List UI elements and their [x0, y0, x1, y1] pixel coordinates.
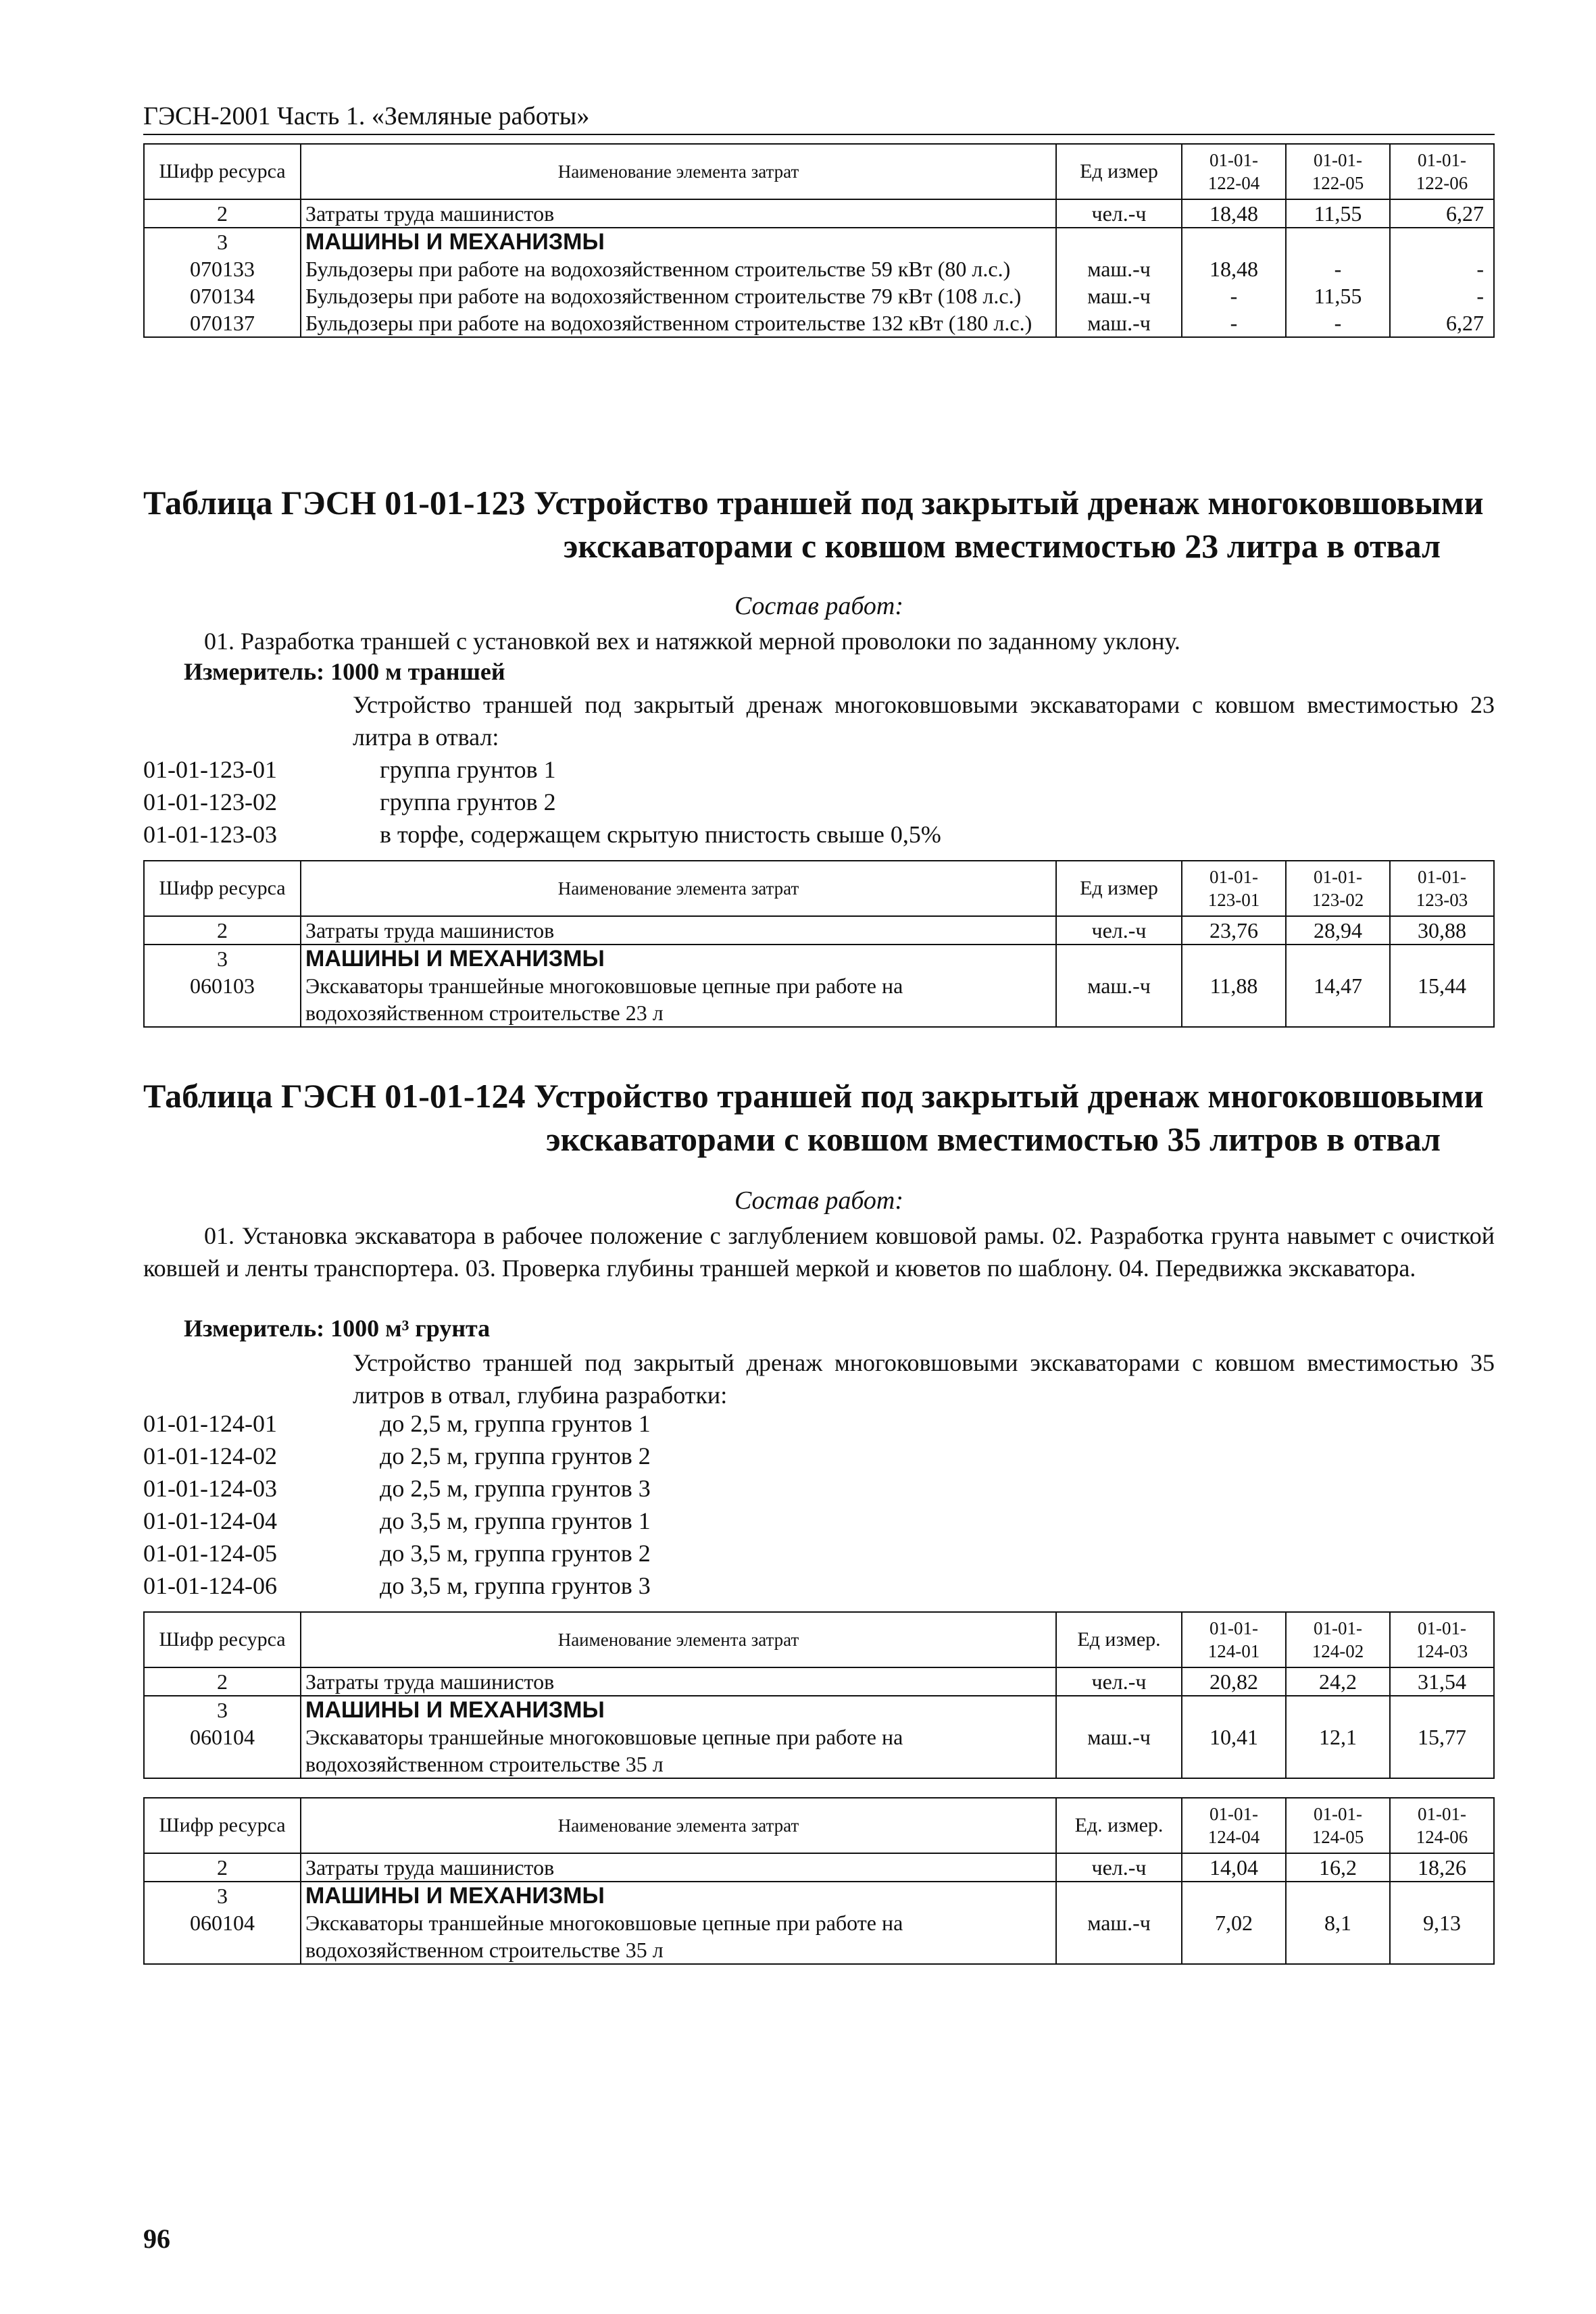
item-code: 01-01-124-03 [143, 1475, 277, 1502]
work-composition-text: 01. Разработка траншей с установкой вех и натяжкой мерной проволоки по заданному уклону. [204, 628, 1180, 655]
table-row [144, 1696, 1494, 1724]
cell-value: 14,47 [1286, 972, 1390, 1027]
header-col-1: 01-01- 123-01 [1182, 861, 1286, 916]
header-name: Наименование элемента затрат [301, 1612, 1056, 1667]
section-heading: МАШИНЫ И МЕХАНИЗМЫ [301, 1696, 1056, 1724]
cell-name: Экскаваторы траншейные многоковшовые цепные при работе на водохозяйственном строительстве 23 л [301, 972, 1056, 1027]
cell-unit: чел.-ч [1056, 1853, 1182, 1882]
item-text: до 3,5 м, группа грунтов 2 [380, 1540, 651, 1567]
list-item [143, 1440, 651, 1472]
cell-value: 7,02 [1182, 1909, 1286, 1964]
table-header-row [144, 1798, 1494, 1853]
cell-value: 8,1 [1286, 1909, 1390, 1964]
list-item [143, 1407, 651, 1440]
cell-value: 18,48 [1182, 199, 1286, 228]
cell-name: Бульдозеры при работе на водохозяйственном строительстве 132 кВт (180 л.с.) [301, 309, 1056, 337]
cell-value: 18,26 [1390, 1853, 1494, 1882]
cell-value: - [1182, 282, 1286, 309]
item-text: группа грунтов 1 [380, 756, 556, 783]
cell-code: 2 [144, 916, 301, 945]
header-code: Шифр ресурса [144, 1798, 301, 1853]
header-name: Наименование элемента затрат [301, 1798, 1056, 1853]
cell-name: Экскаваторы траншейные многоковшовые цепные при работе на водохозяйственном строительстве 35 л [301, 1909, 1056, 1964]
running-head: ГЭСН-2001 Часть 1. «Земляные работы» [143, 102, 590, 130]
cell-unit: чел.-ч [1056, 199, 1182, 228]
cell-value: 31,54 [1390, 1667, 1494, 1696]
list-item [143, 1472, 651, 1505]
section-heading: МАШИНЫ И МЕХАНИЗМЫ [301, 228, 1056, 255]
resource-table-124-b [143, 1797, 1495, 1965]
cell-value: 18,48 [1182, 255, 1286, 282]
item-code: 01-01-124-06 [143, 1572, 277, 1599]
cell-value: 30,88 [1390, 916, 1494, 945]
header-rule [143, 134, 1495, 135]
item-text: до 2,5 м, группа грунтов 1 [380, 1410, 651, 1437]
table-title-124 [143, 1074, 1495, 1161]
cell-value: 16,2 [1286, 1853, 1390, 1882]
cell-unit: маш.-ч [1056, 972, 1182, 1027]
cell-code: 060104 [144, 1724, 301, 1778]
cell-value: 14,04 [1182, 1853, 1286, 1882]
measure-unit: Измеритель: 1000 м траншей [184, 658, 505, 685]
item-text: в торфе, содержащем скрытую пнистость свыше 0,5% [380, 821, 941, 848]
cell-value: 11,55 [1286, 199, 1390, 228]
table-title-123 [143, 481, 1495, 568]
header-col-2: 01-01- 124-05 [1286, 1798, 1390, 1853]
work-composition-label: Состав работ: [734, 1186, 904, 1215]
table-row [144, 1909, 1494, 1964]
cell-name: Затраты труда машинистов [301, 916, 1056, 945]
item-code: 01-01-124-04 [143, 1507, 277, 1534]
cell-name: Затраты труда машинистов [301, 1853, 1056, 1882]
cell-value: 6,27 [1390, 309, 1494, 337]
header-unit: Ед. измер. [1056, 1798, 1182, 1853]
code-list-123 [143, 753, 941, 851]
item-code: 01-01-124-02 [143, 1442, 277, 1469]
header-col-3: 01-01- 124-06 [1390, 1798, 1494, 1853]
list-item [143, 786, 941, 818]
item-text: до 3,5 м, группа грунтов 3 [380, 1572, 651, 1599]
item-code: 01-01-123-01 [143, 756, 277, 783]
header-col-2: 01-01- 124-02 [1286, 1612, 1390, 1667]
cell-unit: маш.-ч [1056, 255, 1182, 282]
code-list-124 [143, 1407, 651, 1602]
table-row [144, 282, 1494, 309]
header-col-1: 01-01- 124-01 [1182, 1612, 1286, 1667]
cell-value: 15,44 [1390, 972, 1494, 1027]
cell-value: 28,94 [1286, 916, 1390, 945]
header-col-2: 01-01- 123-02 [1286, 861, 1390, 916]
cell-code: 3 [144, 1882, 301, 1909]
title-line-1: Таблица ГЭСН 01-01-124 Устройство траншей под закрытый дренаж многоковшовыми [143, 1077, 1484, 1115]
table-row [144, 916, 1494, 945]
resource-table-122 [143, 143, 1495, 338]
table-row [144, 1882, 1494, 1909]
header-col-2: 01-01- 122-05 [1286, 144, 1390, 199]
table-row [144, 255, 1494, 282]
cell-value: 11,88 [1182, 972, 1286, 1027]
resource-table-124-a [143, 1611, 1495, 1779]
cell-value: - [1390, 255, 1494, 282]
list-item [143, 1505, 651, 1537]
title-line-1: Таблица ГЭСН 01-01-123 Устройство траншей под закрытый дренаж многоковшовыми [143, 484, 1484, 522]
work-description: Устройство траншей под закрытый дренаж многоковшовыми экскаваторами с ковшом вместимостью 35 литров в отвал, глубина разработки: [353, 1349, 1495, 1409]
cell-value: 11,55 [1286, 282, 1390, 309]
table-row [144, 228, 1494, 255]
cell-code: 060104 [144, 1909, 301, 1964]
table-row [144, 1853, 1494, 1882]
cell-value: - [1390, 282, 1494, 309]
cell-value: 20,82 [1182, 1667, 1286, 1696]
title-line-2: экскаваторами с ковшом вместимостью 23 литра в отвал [563, 527, 1441, 565]
cell-code: 2 [144, 199, 301, 228]
cell-name: Затраты труда машинистов [301, 199, 1056, 228]
cell-value: 24,2 [1286, 1667, 1390, 1696]
header-col-1: 01-01- 124-04 [1182, 1798, 1286, 1853]
cell-code: 070133 [144, 255, 301, 282]
item-code: 01-01-123-02 [143, 788, 277, 815]
cell-unit: маш.-ч [1056, 309, 1182, 337]
cell-unit: маш.-ч [1056, 1724, 1182, 1778]
cell-code: 3 [144, 1696, 301, 1724]
cell-code: 060103 [144, 972, 301, 1027]
header-unit: Ед измер [1056, 861, 1182, 916]
cell-name: Бульдозеры при работе на водохозяйственном строительстве 79 кВт (108 л.с.) [301, 282, 1056, 309]
table-row [144, 1667, 1494, 1696]
cell-code: 2 [144, 1853, 301, 1882]
cell-value: 9,13 [1390, 1909, 1494, 1964]
cell-value: 23,76 [1182, 916, 1286, 945]
header-unit: Ед измер [1056, 144, 1182, 199]
cell-name: Затраты труда машинистов [301, 1667, 1056, 1696]
table-row [144, 309, 1494, 337]
cell-value: - [1182, 309, 1286, 337]
cell-value: 12,1 [1286, 1724, 1390, 1778]
item-text: до 3,5 м, группа грунтов 1 [380, 1507, 651, 1534]
cell-unit: чел.-ч [1056, 1667, 1182, 1696]
item-text: до 2,5 м, группа грунтов 3 [380, 1475, 651, 1502]
cell-code: 3 [144, 945, 301, 972]
table-header-row [144, 144, 1494, 199]
cell-value: 15,77 [1390, 1724, 1494, 1778]
cell-code: 070137 [144, 309, 301, 337]
header-col-3: 01-01- 123-03 [1390, 861, 1494, 916]
cell-unit: маш.-ч [1056, 282, 1182, 309]
cell-value: 10,41 [1182, 1724, 1286, 1778]
cell-unit: маш.-ч [1056, 1909, 1182, 1964]
work-description: Устройство траншей под закрытый дренаж многоковшовыми экскаваторами с ковшом вместимостью 23 литра в отвал: [353, 691, 1495, 751]
header-col-3: 01-01- 124-03 [1390, 1612, 1494, 1667]
item-code: 01-01-124-05 [143, 1540, 277, 1567]
item-text: до 2,5 м, группа грунтов 2 [380, 1442, 651, 1469]
table-row [144, 945, 1494, 972]
work-composition-text: 01. Установка экскаватора в рабочее положение с заглублением ковшовой рамы. 02. Разработка грунта навымет с очисткой ковшей и ленты транспортера. 03. Проверка глубины траншей меркой и кюветов по шаблону. 04. Передвижка экскаватора. [143, 1222, 1495, 1282]
table-header-row [144, 861, 1494, 916]
item-code: 01-01-124-01 [143, 1410, 277, 1437]
item-code: 01-01-123-03 [143, 821, 277, 848]
cell-name: Бульдозеры при работе на водохозяйственном строительстве 59 кВт (80 л.с.) [301, 255, 1056, 282]
cell-code: 2 [144, 1667, 301, 1696]
list-item [143, 753, 941, 786]
work-composition-label: Состав работ: [734, 592, 904, 620]
measure-unit: Измеритель: 1000 м³ грунта [184, 1315, 491, 1342]
section-heading: МАШИНЫ И МЕХАНИЗМЫ [301, 945, 1056, 972]
cell-unit: чел.-ч [1056, 916, 1182, 945]
cell-value: - [1286, 309, 1390, 337]
header-name: Наименование элемента затрат [301, 861, 1056, 916]
header-col-3: 01-01- 122-06 [1390, 144, 1494, 199]
table-row [144, 199, 1494, 228]
cell-value: 6,27 [1390, 199, 1494, 228]
list-item [143, 818, 941, 851]
table-row [144, 972, 1494, 1027]
list-item [143, 1537, 651, 1569]
cell-value: - [1286, 255, 1390, 282]
title-line-2: экскаваторами с ковшом вместимостью 35 литров в отвал [546, 1120, 1441, 1158]
cell-code: 3 [144, 228, 301, 255]
section-heading: МАШИНЫ И МЕХАНИЗМЫ [301, 1882, 1056, 1909]
header-code: Шифр ресурса [144, 861, 301, 916]
table-row [144, 1724, 1494, 1778]
list-item [143, 1569, 651, 1602]
header-code: Шифр ресурса [144, 1612, 301, 1667]
header-code: Шифр ресурса [144, 144, 301, 199]
cell-name: Экскаваторы траншейные многоковшовые цепные при работе на водохозяйственном строительстве 35 л [301, 1724, 1056, 1778]
cell-code: 070134 [144, 282, 301, 309]
resource-table-123 [143, 860, 1495, 1028]
table-header-row [144, 1612, 1494, 1667]
header-col-1: 01-01- 122-04 [1182, 144, 1286, 199]
header-name: Наименование элемента затрат [301, 144, 1056, 199]
item-text: группа грунтов 2 [380, 788, 556, 815]
header-unit: Ед измер. [1056, 1612, 1182, 1667]
page-number: 96 [143, 2223, 170, 2254]
